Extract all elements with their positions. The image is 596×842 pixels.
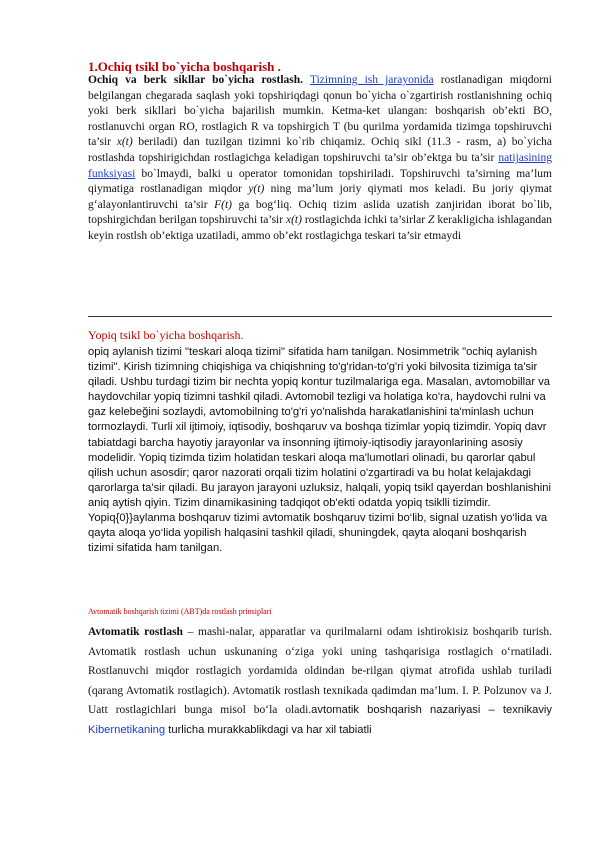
text-segment: bo`lmaydi, balki u operator tomonidan topshiriladi. Topshiruvchi ta’sirning ma’lum qiymatiga rostlanadigan miqdor xyxy=(88,167,552,196)
paragraph-closed-loop: opiq aylanish tizimi "teskari aloqa tizimi" sifatida ham tanilgan. Nosimmetrik "ochiq aylanish tizimi". Kirish tizimning chiqishiga va chiqishning to'g'ridan-to'g'ri yoki bilvosita tizimiga ta'sir qiladi. Ushbu turdagi tizim bir nechta yopiq kontur tuzilmalariga ega. Masalan, avtomobillar va haydovchilar yopiq tizimni tashkil qiladi. Avtomobil tezligi va holatiga ko'ra, haydovchi rulni va gaz kelebeğini sozlaydi, avtomobilning to'g'ri yo'nalishda harakatlanishini ta'minlash uchun tormozlaydi. Turli xil ijtimoiy, iqtisodiy, boshqaruv va boshqa tizimlar yopiq tizimdir. Yopiq davr tabiatdagi barcha hayotiy jarayonlar va insonning ijtimoiy-iqtisodiy jarayonlarining asosiy modelidir. Yopiq tizimda tizim holatidan teskari aloqa ma'lumotlari olinadi, bu qarorlar qabul qilish uchun asosdir; qaror nazorati orqali tizim holatini o'zgartiradi va bu holat kelajakdagi qarorlarga ta'sir qiladi. Bu jarayon jarayoni uzluksiz, halqali, yopiq tsikl qayerdan boshlanishini aniq aytish qiyin. Tizim dinamikasining tadqiqot ob'ekti odatda yopiq tsiklli tizimdir. Yopiq{0}}aylanma boshqaruv tizimi avtomatik boshqaruv tizimi bo‘lib, signal uzatish yo‘lida va qayta aloqa yo‘lida yopilish halqasini tashkil qiladi, shuningdek, qayta aloqani boshqarish tizimi sifatida ham tanilgan. xyxy=(88,346,551,555)
link-tizimning-ish-jarayonida[interactable]: Tizimning ish jarayonida xyxy=(309,74,434,86)
math-variable: F(t) xyxy=(214,198,232,211)
text-segment: beriladi) dan tuzilgan tizimni ko`rib chiqamiz. Ochiq sikl (11.3 - rasm, a) bo`yicha rostlashda topshirigichdan rostlagichga keladigan topshiruvchi ta’sir ob’ektga bu ta’sir xyxy=(88,136,553,164)
text-segment: kerakligicha ishlagandan keyin rostlsh ob’ektiga uzatiladi, ammo ob’ekt rostlagichga teskari ta’sir etmaydi xyxy=(88,214,552,242)
section-heading-closed-loop: Yopiq tsikl bo`yicha boshqarish. xyxy=(88,328,244,342)
text-segment: rostlagichda ichki ta’sirlar xyxy=(301,214,428,227)
math-variable: x(t) xyxy=(116,136,133,149)
paragraph-automatic-control xyxy=(88,623,552,741)
text-segment: – mashi-nalar, apparatlar va qurilmalarni odam ishtirokisiz boshqarib turish. Avtomatik rostlash uchun uskunaning o‘ziga yoki uning tashqarisiga rostlagich o‘rnatiladi. Rostlanuvchi miqdor rostlagich yordamida oldindan be-rilgan qiymat atrofida ushlab turiladi (qarang Avtomatik rostlagich). Avtomatik rostlash texnikada qadimdan ma’lum. I. P. Polzunov va J. Uatt rostlagichlari bunga misol bo‘la oladi. xyxy=(88,626,552,717)
text-segment: ning ma’lum joriy qiymati mos keladi. Bu joriy qiymat g‘alayonlantiruvchi ta’sir xyxy=(88,183,552,211)
math-variable: Z xyxy=(427,214,435,227)
paragraph-open-loop xyxy=(88,73,552,245)
horizontal-divider xyxy=(88,316,552,317)
math-variable: x(t) xyxy=(286,214,302,227)
text-segment: avtomatik boshqarish nazariyasi – texnikaviy xyxy=(311,704,552,717)
text-segment: turlicha murakkablikdagi va har xil tabiatli xyxy=(165,723,372,736)
figure-caption: Avtomatik boshqarish tizimi (ABT)da rostlash prinsiplari xyxy=(88,607,272,616)
text-segment: rostlanadigan miqdorni belgilangan chegarada saqlash yoki topshiriqdagi qonun bo`yicha o`zgartirish rostlanishning ochiq yoki berk sikllari bo`yicha bajarilish mumkin. Ketma-ket ulangan: boshqarish ob’ekti BO, rostlanuvchi organ RO, rostlagich R va topshirgich T (bu qurilma yordamida tizimga topshiruvchi ta’sir xyxy=(88,74,553,149)
math-variable: y(t) xyxy=(248,183,265,196)
text-segment: ga bog‘liq. Ochiq tizim aslida uzatish zanjiridan iborat bo`lib, topshirgichdan berilgan topshiruvchi ta’sir xyxy=(88,198,553,227)
paragraph-lead: Avtomatik rostlash xyxy=(88,626,183,638)
paragraph-lead: Ochiq va berk sikllar bo`yicha rostlash. xyxy=(88,74,304,86)
section-heading-open-loop: 1.Ochiq tsikl bo`yicha boshqarish . xyxy=(88,59,281,74)
link-natijasining-funksiyasi[interactable]: natijasining funksiyasi xyxy=(88,151,552,180)
link-kibernetikaning[interactable]: Kibernetikaning xyxy=(88,723,166,736)
